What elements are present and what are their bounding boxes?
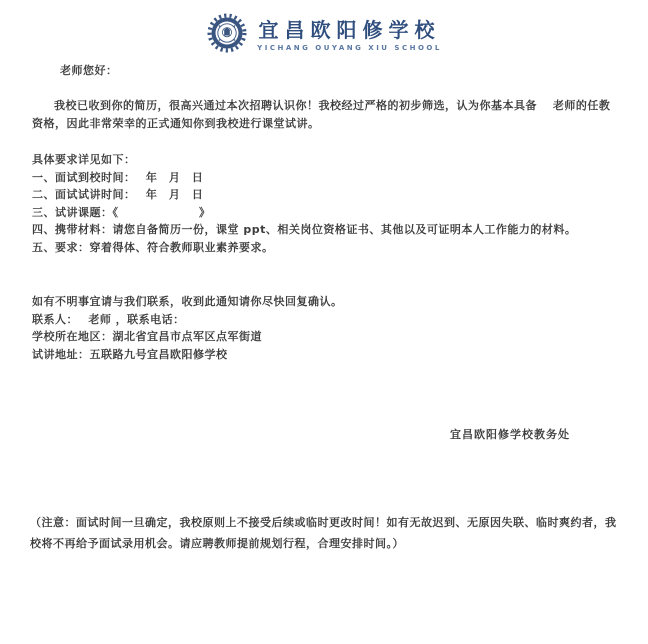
school-district-line: 学校所在地区：湖北省宜昌市点军区点军街道: [32, 330, 262, 343]
requirement-item-2: 二、面试试讲时间： 年 月 日: [32, 188, 204, 201]
salutation: 老师您好：: [60, 64, 118, 77]
document-header: [0, 12, 648, 58]
signature: 宜昌欧阳修学校教务处: [450, 428, 570, 441]
requirements-list: [32, 151, 616, 256]
school-seal-icon: [206, 12, 248, 58]
requirement-item-5: 五、要求：穿着得体、符合教师职业素养要求。: [32, 240, 274, 254]
contact-confirm-line: 如有不明事宜请与我们联系，收到此通知请你尽快回复确认。: [32, 295, 343, 308]
school-name-english: YICHANG OUYANG XIU SCHOOL: [257, 44, 442, 52]
contact-block: [32, 293, 616, 363]
requirement-item-1: 一、面试到校时间： 年 月 日: [32, 170, 204, 184]
contact-person-line: 联系人： 老师 ，联系电话：: [32, 312, 185, 326]
requirement-item-4: 四、携带材料：请您自备简历一份，课堂 ppt、相关岗位资格证书、其他以及可证明本人工作能力的材料。: [32, 223, 577, 236]
school-name-chinese: 宜昌欧阳修学校: [258, 18, 441, 42]
footnote: （注意：面试时间一旦确定，我校原则上不接受后续或临时更改时间！如有无故迟到、无原因失联、临时爽约者，我校将不再给予面试录用机会。请应聘教师提前规划行程，合理安排时间。）: [30, 516, 617, 550]
requirement-item-3: 三、试讲课题：《 》: [32, 205, 211, 219]
lecture-address-line: 试讲地址：五联路九号宜昌欧阳修学校: [32, 347, 228, 361]
intro-paragraph: 我校已收到你的简历，很高兴通过本次招聘认识你！我校经过严格的初步筛选，认为你基本具备 老师的任教资格，因此非常荣幸的正式通知你到我校进行课堂试讲。: [32, 99, 611, 130]
school-title-block: [257, 18, 442, 52]
requirements-heading: 具体要求详见如下：: [32, 153, 136, 166]
